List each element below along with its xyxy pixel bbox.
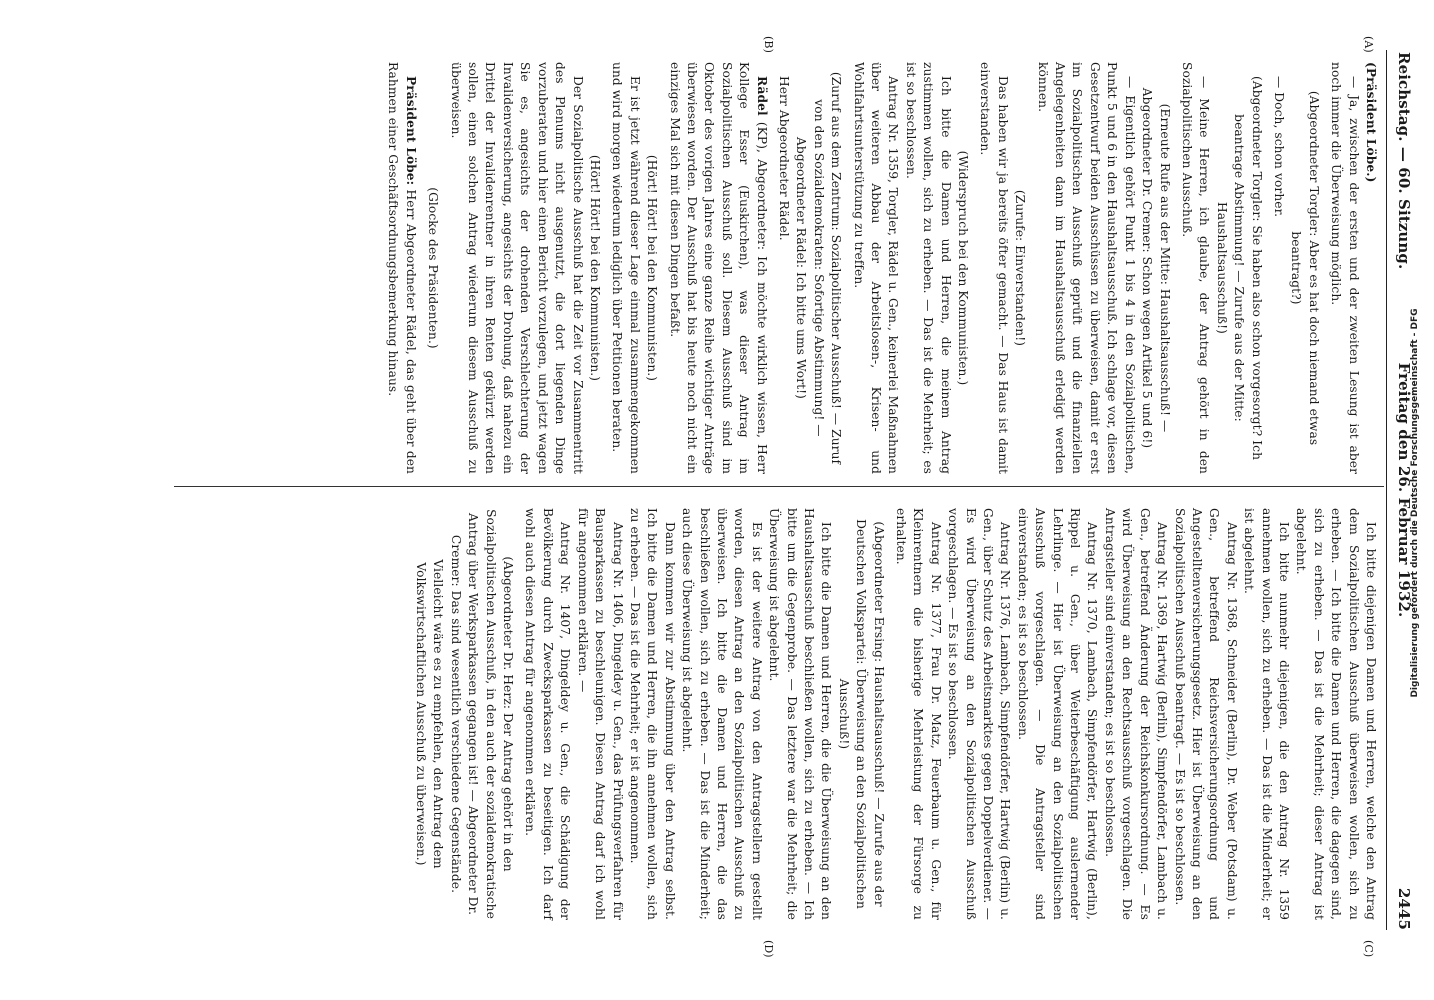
- speech-paragraph: [665, 62, 769, 474]
- interjection: (Hört! Hört! bei den Kommunisten.): [587, 154, 602, 382]
- paragraph: Herr Abgeordneter Rädel.: [777, 76, 791, 241]
- interjection: (Glocke des Präsidenten.): [426, 187, 441, 349]
- header-session: Reichstag. — 60. Sitzung.: [1395, 52, 1413, 270]
- paragraph: — Meine Herren, ich glaube, der Antrag gehört in den Sozialpolitischen Ausschuß.: [1179, 62, 1212, 474]
- paragraph: — Eigentlich gehört Punkt 1 bis 4 in den Sozialpolitischen, Punkt 5 und 6 in den Haushaltsausschuß. Ich schlage vor, diesen Gesetzentwurf beiden Ausschüssen zu überweisen, damit er erst im Sozialpolitischen Ausschuß geprüft und die finanziellen Angelegenheiten dann im Haushaltsausschuß erledigt werden können.: [1035, 62, 1137, 474]
- interjection: (Zuruf aus dem Zentrum: Sozialpolitischer Ausschuß! — Zuruf von den Sozialdemokraten: Sofortige Abstimmung! — Abgeordneter Rädel: Ich bitte ums Wort!): [794, 71, 844, 465]
- interjection: (Abgeordneter Torgler: Aber es hat doch niemand etwas beantragt?): [1289, 90, 1321, 446]
- paragraph: Antrag Nr. 1359, Torgler, Rädel u. Gen., keinerlei Maßnahmen über weiteren Abbau der Arbeitslosen-, Krisen- und Wohlfahrtsunterstützung zu treffen.: [851, 62, 901, 474]
- dfg-stamp: [1395, 8, 1434, 998]
- paragraph: Antrag Nr. 1407, Dingeldey u. Gen., die Schädigung der Bevölkerung durch Zwecksparkassen zu beseitigen. Ich darf wohl auch diesen Antrag für angenommen erklären.: [523, 508, 573, 920]
- paragraph: Antrag Nr. 1368, Schneider (Berlin), Dr. Weber (Potsdam) u. Gen., betreffend Reichsversicherungsordnung und Angestelltenversicherungsgesetz. Hier ist Überweisung an den Sozialpolitischen Ausschuß beantragt. — Es ist so beschlossen.: [1172, 508, 1239, 920]
- margin-letter-d: (D): [762, 940, 775, 958]
- paragraph: — Doch, schon vorher.: [1271, 76, 1286, 218]
- page-number: 2445: [1395, 887, 1413, 930]
- dfg-stamp-text: Digitalisierung gefördert durch die Deutsche Forschungsgemeinschaft - DFG: [1410, 308, 1420, 698]
- paragraph: Dann kommen wir zur Abstimmung über den Antrag selbst. Ich bitte die Damen und Herren, die ihn annehmen wollen, sich zu erheben. — Das ist die Mehrheit; er ist angenommen.: [627, 508, 677, 920]
- interjection: (Abgeordneter Ersing: Haushaltsausschuß! — Zurufe aus der Deutschen Volkspartei: Überweisung an den Sozialpolitischen Ausschuß!): [836, 519, 886, 909]
- interjection: (Zurufe: Einverstanden!): [1013, 189, 1028, 347]
- paragraph: Der Sozialpolitische Ausschuß hat die Zeit vor Zusammentritt des Plenums nicht ausgenutzt, die dort liegenden Dinge vorzuberaten und hier einen Bericht vorzulegen, und jetzt wagen Sie es, angesichts der drohenden Verschlechterung der Invalidenversicherung, angesichts der Drohung, daß nahezu ein Drittel der Invalidenrentner in ihren Renten gekürzt werden sollen, einen solchen Antrag wiederum diesem Ausschuß zu überweisen.: [448, 62, 585, 474]
- margin-letter-b: (B): [762, 36, 775, 53]
- left-column: [384, 62, 1379, 474]
- column-divider: [174, 486, 1384, 487]
- paragraph: Antrag Nr. 1369, Hartwig (Berlin), Simpfendörfer, Lambach u. Gen., betreffend Änderung der Reichskonkursordnung. — Es wird Überweisung an den Rechtsausschuß vorgeschlagen. Die Antragsteller sind einverstanden; es ist so beschlossen.: [1102, 508, 1170, 920]
- paragraph: Antrag Nr. 1406, Dingeldey u. Gen., das Prüfungsverfahren für Bausparkassen zu beschleunigen. Diesen Antrag darf ich wohl für angenommen erklären. —: [575, 508, 625, 920]
- paragraph: Er ist jetzt während dieser Lage einmal zusammengekommen und wird morgen wiederum lediglich über Petitionen beraten.: [610, 62, 642, 474]
- margin-letter-c: (C): [1362, 940, 1375, 958]
- header-date: Freitag den 26. Februar 1932.: [1395, 362, 1413, 618]
- margin-letter-a: (A): [1362, 36, 1375, 53]
- speaker-heading: (Präsident Löbe.): [1364, 62, 1378, 183]
- speech-text: Herr Abgeordneter Rädel, das geht über den Rahmen einer Geschäftsordnungsbemerkung hinaus.: [386, 62, 418, 474]
- speech-paragraph: [384, 62, 419, 474]
- paragraph: Antrag Nr. 1377, Frau Dr. Matz, Feuerbaum u. Gen., für Kleinrentnern die bisherige Mehrleistung der Fürsorge zu erhalten.: [894, 508, 943, 920]
- paragraph: Das haben wir ja bereits öfter gemacht. — Das Haus ist damit einverstanden.: [978, 62, 1010, 474]
- header-rule: [1386, 50, 1387, 930]
- interjection: (Widerspruch bei den Kommunisten.): [956, 150, 971, 386]
- interjection: (Hört! Hört! bei den Kommunisten.): [645, 154, 660, 382]
- rotated-page: [17, 36, 1417, 958]
- paragraph: — Ja, zwischen der ersten und der zweiten Lesung ist aber noch immer die Überweisung möglich.: [1329, 62, 1361, 474]
- paragraph: Es ist der weitere Antrag von den Antragstellern gestellt worden, diesen Antrag an den Sozialpolitischen Ausschuß zu überweisen. Ich bitte die Damen und Herren, die das beschließen wollen, sich zu erheben. — Das ist die Minderheit; auch diese Überweisung ist abgelehnt.: [680, 508, 764, 920]
- speaker-name: Rädel: [754, 76, 769, 116]
- interjection: (Abgeordneter Torgler: Sie haben also schon vorgesorgt? Ich beantrage Abstimmung! — Zurufe aus der Mitte: Haushaltsausschuß!): [1214, 75, 1264, 461]
- paragraph: Ich bitte nunmehr diejenigen, die den Antrag Nr. 1359 annehmen wollen, sich zu erheben. — Das ist die Minderheit; er ist abgelehnt.: [1242, 508, 1291, 920]
- right-column: [412, 508, 1379, 920]
- speech-text: (KP), Abgeordneter: Ich möchte wirklich wissen, Herr Kollege Esser (Euskirchen), was dieser Antrag im Sozialpolitischen Ausschuß soll. Diesem Ausschuß sind im Oktober des vorigen Jahres eine ganze Reihe wichtiger Anträge überwiesen worden. Der Ausschuß hat bis heute noch nicht ein einziges Mal sich mit diesen Dingen befaßt.: [667, 62, 769, 474]
- interjection: (Erneute Rufe aus der Mitte: Haushaltsausschuß! — Abgeordneter Dr. Cremer: Schon wegen Artikel 5 und 6!): [1140, 87, 1172, 449]
- paragraph: Ich bitte die Damen und Herren, die meinem Antrag zustimmen wollen, sich zu erheben. — Das ist die Mehrheit; es ist so beschlossen.: [903, 62, 953, 474]
- paragraph: Ich bitte die Damen und Herren, die die Überweisung an den Haushaltsausschuß beschließen wollen, sich zu erheben. — Ich bitte um die Gegenprobe. — Das letztere war die Mehrheit; die Überweisung ist abgelehnt.: [767, 508, 834, 920]
- speaker-name: Präsident Löbe:: [403, 76, 418, 186]
- paragraph: Ich bitte diejenigen Damen und Herren, welche den Antrag dem Sozialpolitischen Ausschuß überweisen wollen, sich zu erheben. — Ich bitte die Damen und Herren, die dagegen sind, sich zu erheben. — Das ist die Mehrheit; dieser Antrag ist abgelehnt.: [1294, 508, 1378, 920]
- paragraph: Antrag Nr. 1376, Lambach, Simpfendörfer, Hartwig (Berlin) u. Gen., über Schutz des Arbeitsmarktes gegen Doppelverdiener. — Es wird Überweisung an den Sozialpolitischen Ausschuß vorgeschlagen. — Es ist so beschlossen.: [946, 508, 1013, 920]
- interjection: (Abgeordneter Dr. Herz: Der Antrag gehört in den Sozialpolitischen Ausschuß, in den auch der sozialdemokratische Antrag über Werksparkassen gegangen ist! — Abgeordneter Dr. Cremer: Das sind wesentlich verschiedene Gegenstände. Vielleicht wäre es zu empfehlen, den Antrag dem Volkswirtschaftlichen Ausschuß zu überweisen.): [414, 509, 516, 919]
- paragraph: Antrag Nr. 1370, Lambach, Simpfendörfer, Hartwig (Berlin), Rippel u. Gen., über Weiterbeschäftigung auslernender Lehrlinge. — Hier ist Überweisung an den Sozialpolitischen Ausschuß vorgeschlagen. — Die Antragsteller sind einverstanden; es ist so beschlossen.: [1015, 508, 1100, 920]
